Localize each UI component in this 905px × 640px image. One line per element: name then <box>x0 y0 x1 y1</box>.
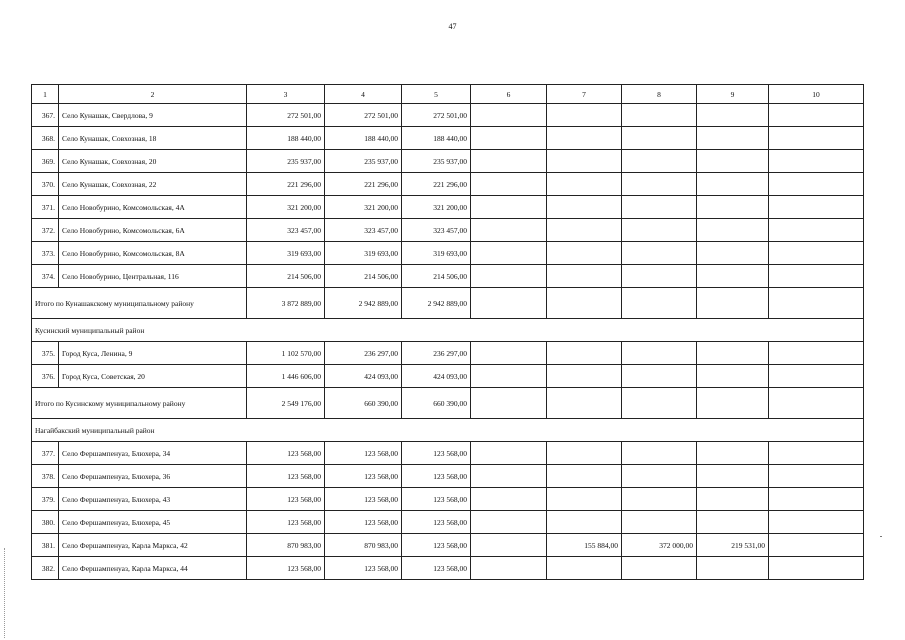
amount-cell: 188 440,00 <box>325 127 402 150</box>
amount-cell: 235 937,00 <box>402 150 471 173</box>
total-cell <box>471 288 547 319</box>
amount-cell: 219 531,00 <box>697 534 769 557</box>
table-row <box>32 557 864 580</box>
amount-cell: 221 296,00 <box>402 173 471 196</box>
amount-cell <box>471 557 547 580</box>
table-row <box>32 465 864 488</box>
column-header: 2 <box>59 85 247 104</box>
amount-cell: 272 501,00 <box>247 104 325 127</box>
column-header: 7 <box>547 85 622 104</box>
total-cell: 2 549 176,00 <box>247 388 325 419</box>
amount-cell: 123 568,00 <box>247 511 325 534</box>
amount-cell: 321 200,00 <box>402 196 471 219</box>
amount-cell <box>547 511 622 534</box>
amount-cell: 272 501,00 <box>325 104 402 127</box>
amount-cell <box>622 511 697 534</box>
address-cell: Село Кунашак, Совхозная, 22 <box>59 173 247 196</box>
address-cell: Город Куса, Советская, 20 <box>59 365 247 388</box>
amount-cell: 123 568,00 <box>325 465 402 488</box>
table-row <box>32 488 864 511</box>
amount-cell <box>622 265 697 288</box>
table-row <box>32 127 864 150</box>
row-number: 377. <box>32 442 59 465</box>
amount-cell: 123 568,00 <box>325 442 402 465</box>
column-header: 10 <box>769 85 864 104</box>
total-cell: 3 872 889,00 <box>247 288 325 319</box>
amount-cell <box>769 365 864 388</box>
amount-cell: 123 568,00 <box>402 442 471 465</box>
amount-cell <box>547 488 622 511</box>
table-row <box>32 150 864 173</box>
amount-cell <box>471 150 547 173</box>
amount-cell <box>547 104 622 127</box>
column-header: 1 <box>32 85 59 104</box>
row-number: 382. <box>32 557 59 580</box>
amount-cell: 188 440,00 <box>402 127 471 150</box>
amount-cell <box>547 173 622 196</box>
amount-cell: 319 693,00 <box>325 242 402 265</box>
section-row <box>32 419 864 442</box>
amount-cell: 1 446 606,00 <box>247 365 325 388</box>
amount-cell <box>471 365 547 388</box>
row-number: 371. <box>32 196 59 219</box>
column-header: 8 <box>622 85 697 104</box>
table-row <box>32 534 864 557</box>
total-row <box>32 288 864 319</box>
amount-cell: 323 457,00 <box>402 219 471 242</box>
address-cell: Село Новобурино, Центральная, 116 <box>59 265 247 288</box>
column-header: 4 <box>325 85 402 104</box>
amount-cell <box>769 173 864 196</box>
address-cell: Село Фершампенуаз, Блюхера, 36 <box>59 465 247 488</box>
total-cell <box>622 388 697 419</box>
amount-cell: 214 506,00 <box>402 265 471 288</box>
amount-cell <box>697 465 769 488</box>
table-row <box>32 242 864 265</box>
table-row <box>32 196 864 219</box>
amount-cell: 272 501,00 <box>402 104 471 127</box>
row-number: 373. <box>32 242 59 265</box>
amount-cell <box>547 242 622 265</box>
total-label: Итого по Кунашакскому муниципальному району <box>32 288 247 319</box>
page-number: 47 <box>448 22 457 31</box>
amount-cell: 123 568,00 <box>247 442 325 465</box>
amount-cell <box>622 242 697 265</box>
total-row <box>32 388 864 419</box>
amount-cell <box>471 442 547 465</box>
amount-cell: 123 568,00 <box>325 511 402 534</box>
amount-cell <box>697 219 769 242</box>
amount-cell: 319 693,00 <box>247 242 325 265</box>
total-cell: 2 942 889,00 <box>402 288 471 319</box>
row-number: 367. <box>32 104 59 127</box>
amount-cell: 155 884,00 <box>547 534 622 557</box>
amount-cell: 221 296,00 <box>325 173 402 196</box>
amount-cell <box>547 442 622 465</box>
amount-cell <box>769 465 864 488</box>
table-row <box>32 219 864 242</box>
amount-cell: 123 568,00 <box>402 534 471 557</box>
address-cell: Село Фершампенуаз, Карла Маркса, 44 <box>59 557 247 580</box>
scan-edge-marks <box>4 548 7 638</box>
amount-cell <box>697 365 769 388</box>
amount-cell <box>622 219 697 242</box>
section-row <box>32 319 864 342</box>
table-row <box>32 104 864 127</box>
amount-cell <box>697 104 769 127</box>
amount-cell <box>471 488 547 511</box>
row-number: 368. <box>32 127 59 150</box>
amount-cell <box>769 511 864 534</box>
amount-cell: 123 568,00 <box>402 465 471 488</box>
section-title: Кусинский муниципальный район <box>32 319 864 342</box>
amount-cell <box>697 173 769 196</box>
amount-cell: 870 983,00 <box>325 534 402 557</box>
amount-cell <box>697 557 769 580</box>
total-cell: 660 390,00 <box>325 388 402 419</box>
amount-cell <box>697 488 769 511</box>
amount-cell: 236 297,00 <box>325 342 402 365</box>
amount-cell <box>769 127 864 150</box>
amount-cell <box>471 511 547 534</box>
amount-cell: 214 506,00 <box>325 265 402 288</box>
row-number: 381. <box>32 534 59 557</box>
amount-cell: 188 440,00 <box>247 127 325 150</box>
amount-cell <box>697 265 769 288</box>
row-number: 374. <box>32 265 59 288</box>
amount-cell <box>622 196 697 219</box>
amount-cell <box>769 342 864 365</box>
total-cell <box>697 288 769 319</box>
amount-cell <box>697 442 769 465</box>
row-number: 379. <box>32 488 59 511</box>
address-cell: Город Куса, Ленина, 9 <box>59 342 247 365</box>
column-header: 3 <box>247 85 325 104</box>
row-number: 369. <box>32 150 59 173</box>
amount-cell <box>471 219 547 242</box>
amount-cell: 123 568,00 <box>402 557 471 580</box>
table-row <box>32 511 864 534</box>
row-number: 375. <box>32 342 59 365</box>
amount-cell <box>547 150 622 173</box>
amount-cell: 321 200,00 <box>325 196 402 219</box>
address-cell: Село Новобурино, Комсомольская, 4А <box>59 196 247 219</box>
amount-cell: 1 102 570,00 <box>247 342 325 365</box>
total-cell: 2 942 889,00 <box>325 288 402 319</box>
amount-cell: 123 568,00 <box>402 511 471 534</box>
amount-cell: 123 568,00 <box>402 488 471 511</box>
total-cell <box>622 288 697 319</box>
amount-cell: 123 568,00 <box>247 488 325 511</box>
amount-cell <box>547 342 622 365</box>
row-number: 370. <box>32 173 59 196</box>
amount-cell: 372 000,00 <box>622 534 697 557</box>
amount-cell <box>471 342 547 365</box>
amount-cell: 214 506,00 <box>247 265 325 288</box>
amount-cell: 235 937,00 <box>247 150 325 173</box>
amount-cell: 424 093,00 <box>325 365 402 388</box>
amount-cell <box>622 342 697 365</box>
amount-cell <box>697 150 769 173</box>
amount-cell: 323 457,00 <box>247 219 325 242</box>
amount-cell <box>769 442 864 465</box>
address-cell: Село Фершампенуаз, Карла Маркса, 42 <box>59 534 247 557</box>
total-cell: 660 390,00 <box>402 388 471 419</box>
amount-cell <box>547 365 622 388</box>
amount-cell <box>622 465 697 488</box>
amount-cell: 323 457,00 <box>325 219 402 242</box>
total-cell <box>547 388 622 419</box>
total-cell <box>769 388 864 419</box>
amount-cell <box>471 465 547 488</box>
row-number: 380. <box>32 511 59 534</box>
amount-cell <box>547 127 622 150</box>
amount-cell <box>769 557 864 580</box>
address-cell: Село Новобурино, Комсомольская, 8А <box>59 242 247 265</box>
amount-cell <box>769 150 864 173</box>
address-cell: Село Кунашак, Совхозная, 18 <box>59 127 247 150</box>
amount-cell: 321 200,00 <box>247 196 325 219</box>
column-header: 6 <box>471 85 547 104</box>
amount-cell <box>769 219 864 242</box>
amount-cell: 221 296,00 <box>247 173 325 196</box>
address-cell: Село Фершампенуаз, Блюхера, 43 <box>59 488 247 511</box>
amount-cell <box>769 488 864 511</box>
amount-cell: 123 568,00 <box>247 557 325 580</box>
amount-cell <box>547 196 622 219</box>
amount-cell: 236 297,00 <box>402 342 471 365</box>
amount-cell <box>769 265 864 288</box>
table-row <box>32 173 864 196</box>
amount-cell <box>471 127 547 150</box>
amount-cell <box>622 104 697 127</box>
amount-cell <box>471 196 547 219</box>
amount-cell <box>769 242 864 265</box>
row-number: 376. <box>32 365 59 388</box>
amount-cell: 123 568,00 <box>325 488 402 511</box>
amount-cell <box>622 173 697 196</box>
amount-cell <box>697 196 769 219</box>
amount-cell <box>471 173 547 196</box>
address-cell: Село Кунашак, Свердлова, 9 <box>59 104 247 127</box>
address-cell: Село Кунашак, Совхозная, 20 <box>59 150 247 173</box>
amount-cell <box>547 557 622 580</box>
data-table <box>31 84 864 580</box>
amount-cell: 123 568,00 <box>247 465 325 488</box>
column-header: 5 <box>402 85 471 104</box>
amount-cell <box>622 557 697 580</box>
amount-cell <box>622 488 697 511</box>
amount-cell: 123 568,00 <box>325 557 402 580</box>
amount-cell <box>697 242 769 265</box>
table-row <box>32 442 864 465</box>
amount-cell <box>769 196 864 219</box>
amount-cell <box>697 342 769 365</box>
amount-cell <box>471 242 547 265</box>
header-row <box>32 85 864 104</box>
amount-cell <box>622 127 697 150</box>
amount-cell: 235 937,00 <box>325 150 402 173</box>
amount-cell <box>471 104 547 127</box>
amount-cell <box>697 127 769 150</box>
row-number: 378. <box>32 465 59 488</box>
address-cell: Село Фершампенуаз, Блюхера, 34 <box>59 442 247 465</box>
amount-cell <box>622 365 697 388</box>
amount-cell: 870 983,00 <box>247 534 325 557</box>
amount-cell <box>622 150 697 173</box>
section-title: Нагайбакский муниципальный район <box>32 419 864 442</box>
amount-cell <box>769 534 864 557</box>
amount-cell <box>697 511 769 534</box>
address-cell: Село Фершампенуаз, Блюхера, 45 <box>59 511 247 534</box>
total-cell <box>769 288 864 319</box>
row-number: 372. <box>32 219 59 242</box>
amount-cell: 319 693,00 <box>402 242 471 265</box>
scan-dot <box>880 536 882 537</box>
table-row <box>32 265 864 288</box>
amount-cell <box>547 219 622 242</box>
total-label: Итого по Кусинскому муниципальному району <box>32 388 247 419</box>
amount-cell: 424 093,00 <box>402 365 471 388</box>
total-cell <box>547 288 622 319</box>
amount-cell <box>471 534 547 557</box>
amount-cell <box>622 442 697 465</box>
table-row <box>32 365 864 388</box>
total-cell <box>697 388 769 419</box>
amount-cell <box>547 265 622 288</box>
table-row <box>32 342 864 365</box>
amount-cell <box>547 465 622 488</box>
address-cell: Село Новобурино, Комсомольская, 6А <box>59 219 247 242</box>
column-header: 9 <box>697 85 769 104</box>
amount-cell <box>471 265 547 288</box>
amount-cell <box>769 104 864 127</box>
total-cell <box>471 388 547 419</box>
